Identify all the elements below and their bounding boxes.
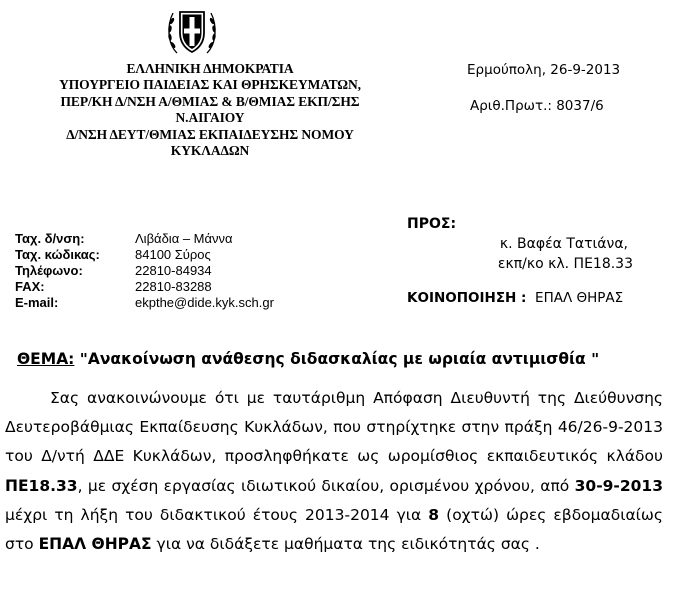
- header-line: ΥΠΟΥΡΓΕΙΟ ΠΑΙΔΕΙΑΣ ΚΑΙ ΘΡΗΣΚΕΥΜΑΤΩΝ,: [59, 77, 361, 93]
- contact-fax-value: 22810-83288: [135, 279, 212, 294]
- header-line: Ν.ΑΙΓΑΙΟΥ: [175, 110, 245, 126]
- contact-phone-label: Τηλέφωνο:: [15, 263, 83, 278]
- body-paragraph: [5, 384, 663, 559]
- header-line: Δ/ΝΣΗ ΔΕΥΤ/ΘΜΙΑΣ ΕΚΠΑΙΔΕΥΣΗΣ ΝΟΜΟΥ: [66, 126, 354, 142]
- cc-label: ΚΟΙΝΟΠΟΙΗΣΗ :: [407, 290, 527, 306]
- body-text-segment: , με σχέση εργασίας ιδιωτικού δικαίου, ορισμένου χρόνου, από: [77, 476, 575, 495]
- body-specialty-code: ΠΕ18.33: [5, 476, 78, 495]
- header-line: ΠΕΡ/ΚΗ Δ/ΝΣΗ Α/ΘΜΙΑΣ & Β/ΘΜΙΑΣ ΕΚΠ/ΣΗΣ: [60, 93, 360, 109]
- subject-line: [17, 350, 599, 368]
- contact-postcode-label: Ταχ. κώδικας:: [15, 247, 100, 262]
- recipient-name: κ. Βαφέα Τατιάνα,: [499, 236, 628, 252]
- body-text-segment: Σας ανακοινώνουμε ότι με ταυτάριθμη Απόφαση Διευθυντή της Διεύθυνσης Δευτεροβάθμιας Εκπαίδευσης Κυκλάδων, που στηρίχτηκε στην πράξη 46/26-9-2013 του Δ/ντή ΔΔΕ Κυκλάδων, προσληφθήκατε ως ωρομίσθιος εκπαιδευτικός κλάδου: [5, 389, 663, 466]
- subject-label: ΘΕΜΑ:: [17, 350, 75, 368]
- issuing-authority-header: [40, 61, 380, 159]
- body-weekly-hours: 8: [428, 505, 440, 524]
- header-line: ΚΥΚΛΑΔΩΝ: [170, 143, 250, 159]
- recipient-role: εκπ/κο κλ. ΠΕ18.33: [497, 256, 633, 272]
- contact-address-label: Ταχ. δ/νση:: [15, 231, 85, 246]
- contact-phone-value: 22810-84934: [135, 263, 212, 278]
- body-text-segment: για να διδάξετε μαθήματα της ειδικότητάς σας .: [151, 535, 540, 554]
- greek-coat-of-arms-emblem: [163, 3, 221, 61]
- body-text-segment: μέχρι τη λήξη του διδακτικού έτους 2013-2014 για: [5, 505, 429, 524]
- contact-email-value: ekpthe@dide.kyk.sch.gr: [135, 295, 274, 310]
- body-text-segment: (οχτώ) ώρες εβδομαδιαίως στο: [5, 505, 664, 554]
- contact-address-value: Λιβάδια – Μάννα: [135, 231, 233, 246]
- contact-postcode-value: 84100 Σύρος: [135, 247, 211, 262]
- body-start-date: 30-9-2013: [574, 476, 663, 495]
- body-school-name: ΕΠΑΛ ΘΗΡΑΣ: [38, 535, 152, 554]
- recipient-label: ΠΡΟΣ:: [407, 216, 457, 232]
- header-line: ΕΛΛΗΝΙΚΗ ΔΗΜΟΚΡΑΤΙΑ: [126, 61, 294, 76]
- protocol-number: Αριθ.Πρωτ.: 8037/6: [470, 98, 604, 114]
- contact-email-label: E-mail:: [15, 295, 59, 310]
- cc-value: ΕΠΑΛ ΘΗΡΑΣ: [535, 290, 624, 306]
- subject-text: "Ανακοίνωση ανάθεσης διδασκαλίας με ωριαία αντιμισθία ": [74, 350, 600, 368]
- contact-fax-label: FAX:: [15, 279, 45, 294]
- place-date: Ερμούπολη, 26-9-2013: [467, 62, 621, 78]
- cc-line: [407, 290, 623, 306]
